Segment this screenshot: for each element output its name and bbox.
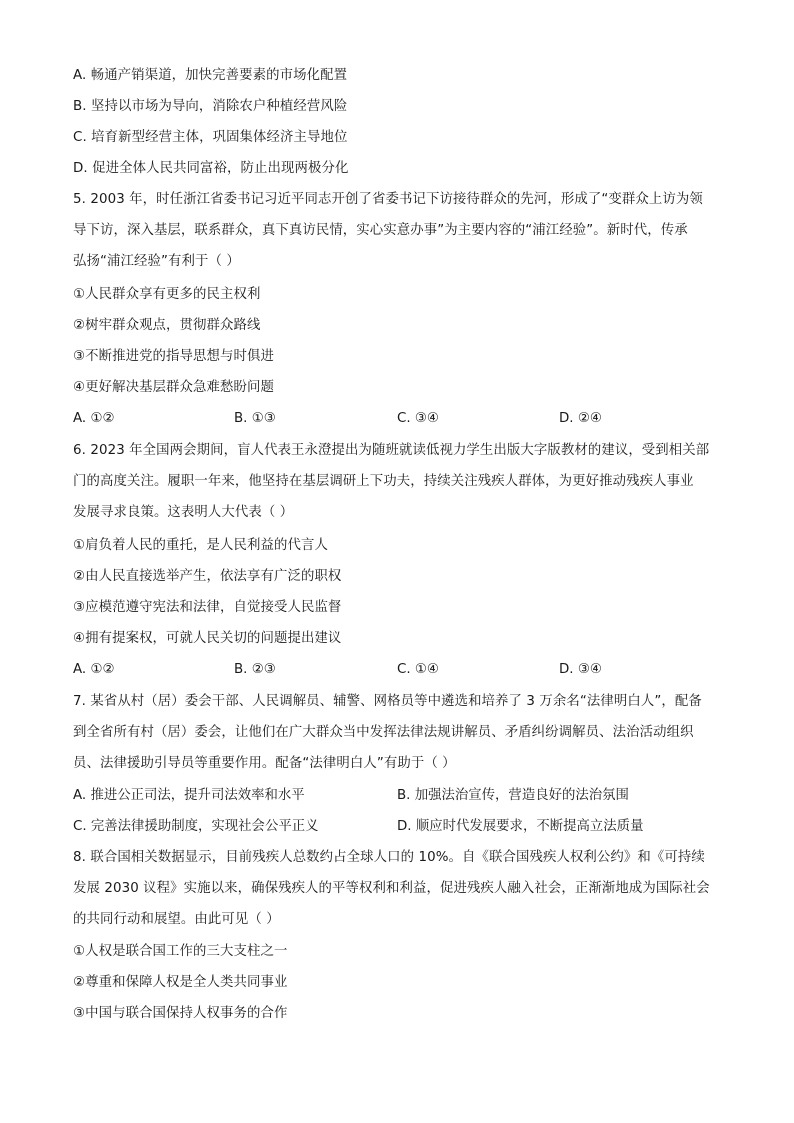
q6-item-4: ④拥有提案权，可就人民关切的问题提出建议: [73, 631, 342, 646]
q6-choice-c: C. ①④: [397, 662, 439, 677]
q7-stem-line-3: 员、法律援助引导员等重要作用。配备“法律明白人”有助于（ ）: [73, 756, 456, 771]
q6-item-2: ②由人民直接选举产生，依法享有广泛的职权: [73, 569, 342, 584]
q5-item-4: ④更好解决基层群众急难愁盼问题: [73, 380, 274, 395]
q5-stem-line-1: 5. 2003 年，时任浙江省委书记习近平同志开创了省委书记下访接待群众的先河，形成了“变群众上访为领: [73, 192, 703, 207]
q7-choice-d: D. 顺应时代发展要求，不断提高立法质量: [397, 819, 644, 834]
q7-choice-c: C. 完善法律援助制度，实现社会公平正义: [73, 819, 319, 834]
q6-choice-a: A. ①②: [73, 662, 115, 677]
q7-choice-b: B. 加强法治宣传，营造良好的法治氛围: [397, 788, 629, 803]
q7-stem-line-2: 到全省所有村（居）委会，让他们在广大群众当中发挥法律法规讲解员、矛盾纠纷调解员、法治活动组织: [73, 725, 694, 740]
q7-stem-line-1: 7. 某省从村（居）委会干部、人民调解员、辅警、网格员等中遴选和培养了 3 万余名“法律明白人”，配备: [73, 694, 702, 709]
q5-stem-line-3: 弘扬“浦江经验”有利于（ ）: [73, 254, 240, 269]
q6-stem-line-1: 6. 2023 年全国两会期间，盲人代表王永澄提出为随班就读低视力学生出版大字版教材的建议，受到相关部: [73, 443, 710, 458]
q7-choice-a: A. 推进公正司法，提升司法效率和水平: [73, 788, 305, 803]
q5-item-3: ③不断推进党的指导思想与时俱进: [73, 349, 274, 364]
q6-choice-d: D. ③④: [559, 662, 602, 677]
q5-stem-line-2: 导下访，深入基层，联系群众，真下真访民情，实心实意办事”为主要内容的“浦江经验”。新时代，传承: [73, 223, 688, 238]
q4-option-a: A. 畅通产销渠道，加快完善要素的市场化配置: [73, 68, 348, 83]
q5-item-1: ①人民群众享有更多的民主权利: [73, 287, 261, 302]
q8-stem-line-2: 发展 2030 议程》实施以来，确保残疾人的平等权利和利益，促进残疾人融入社会，正渐渐地成为国际社会: [73, 881, 710, 896]
q6-choice-b: B. ②③: [234, 662, 276, 677]
q5-choice-d: D. ②④: [559, 411, 602, 426]
q6-item-1: ①肩负着人民的重托，是人民利益的代言人: [73, 538, 328, 553]
q4-option-b: B. 坚持以市场为导向，消除农户种植经营风险: [73, 99, 348, 114]
q5-item-2: ②树牢群众观点，贯彻群众路线: [73, 318, 261, 333]
q6-stem-line-2: 门的高度关注。履职一年来，他坚持在基层调研上下功夫，持续关注残疾人群体，为更好推动残疾人事业: [73, 474, 694, 489]
q8-item-3: ③中国与联合国保持人权事务的合作: [73, 1006, 288, 1021]
q4-option-d: D. 促进全体人民共同富裕，防止出现两极分化: [73, 161, 349, 176]
q4-option-c: C. 培育新型经营主体，巩固集体经济主导地位: [73, 130, 348, 145]
q5-choice-c: C. ③④: [397, 411, 439, 426]
q6-item-3: ③应模范遵守宪法和法律，自觉接受人民监督: [73, 600, 342, 615]
q5-choice-a: A. ①②: [73, 411, 115, 426]
q5-choice-b: B. ①③: [234, 411, 276, 426]
q6-stem-line-3: 发展寻求良策。这表明人大代表（ ）: [73, 505, 294, 520]
q8-stem-line-3: 的共同行动和展望。由此可见（ ）: [73, 912, 280, 927]
q8-item-1: ①人权是联合国工作的三大支柱之一: [73, 944, 288, 959]
q8-stem-line-1: 8. 联合国相关数据显示，目前残疾人总数约占全球人口的 10%。自《联合国残疾人权利公约》和《可持续: [73, 850, 705, 865]
q8-item-2: ②尊重和保障人权是全人类共同事业: [73, 975, 288, 990]
